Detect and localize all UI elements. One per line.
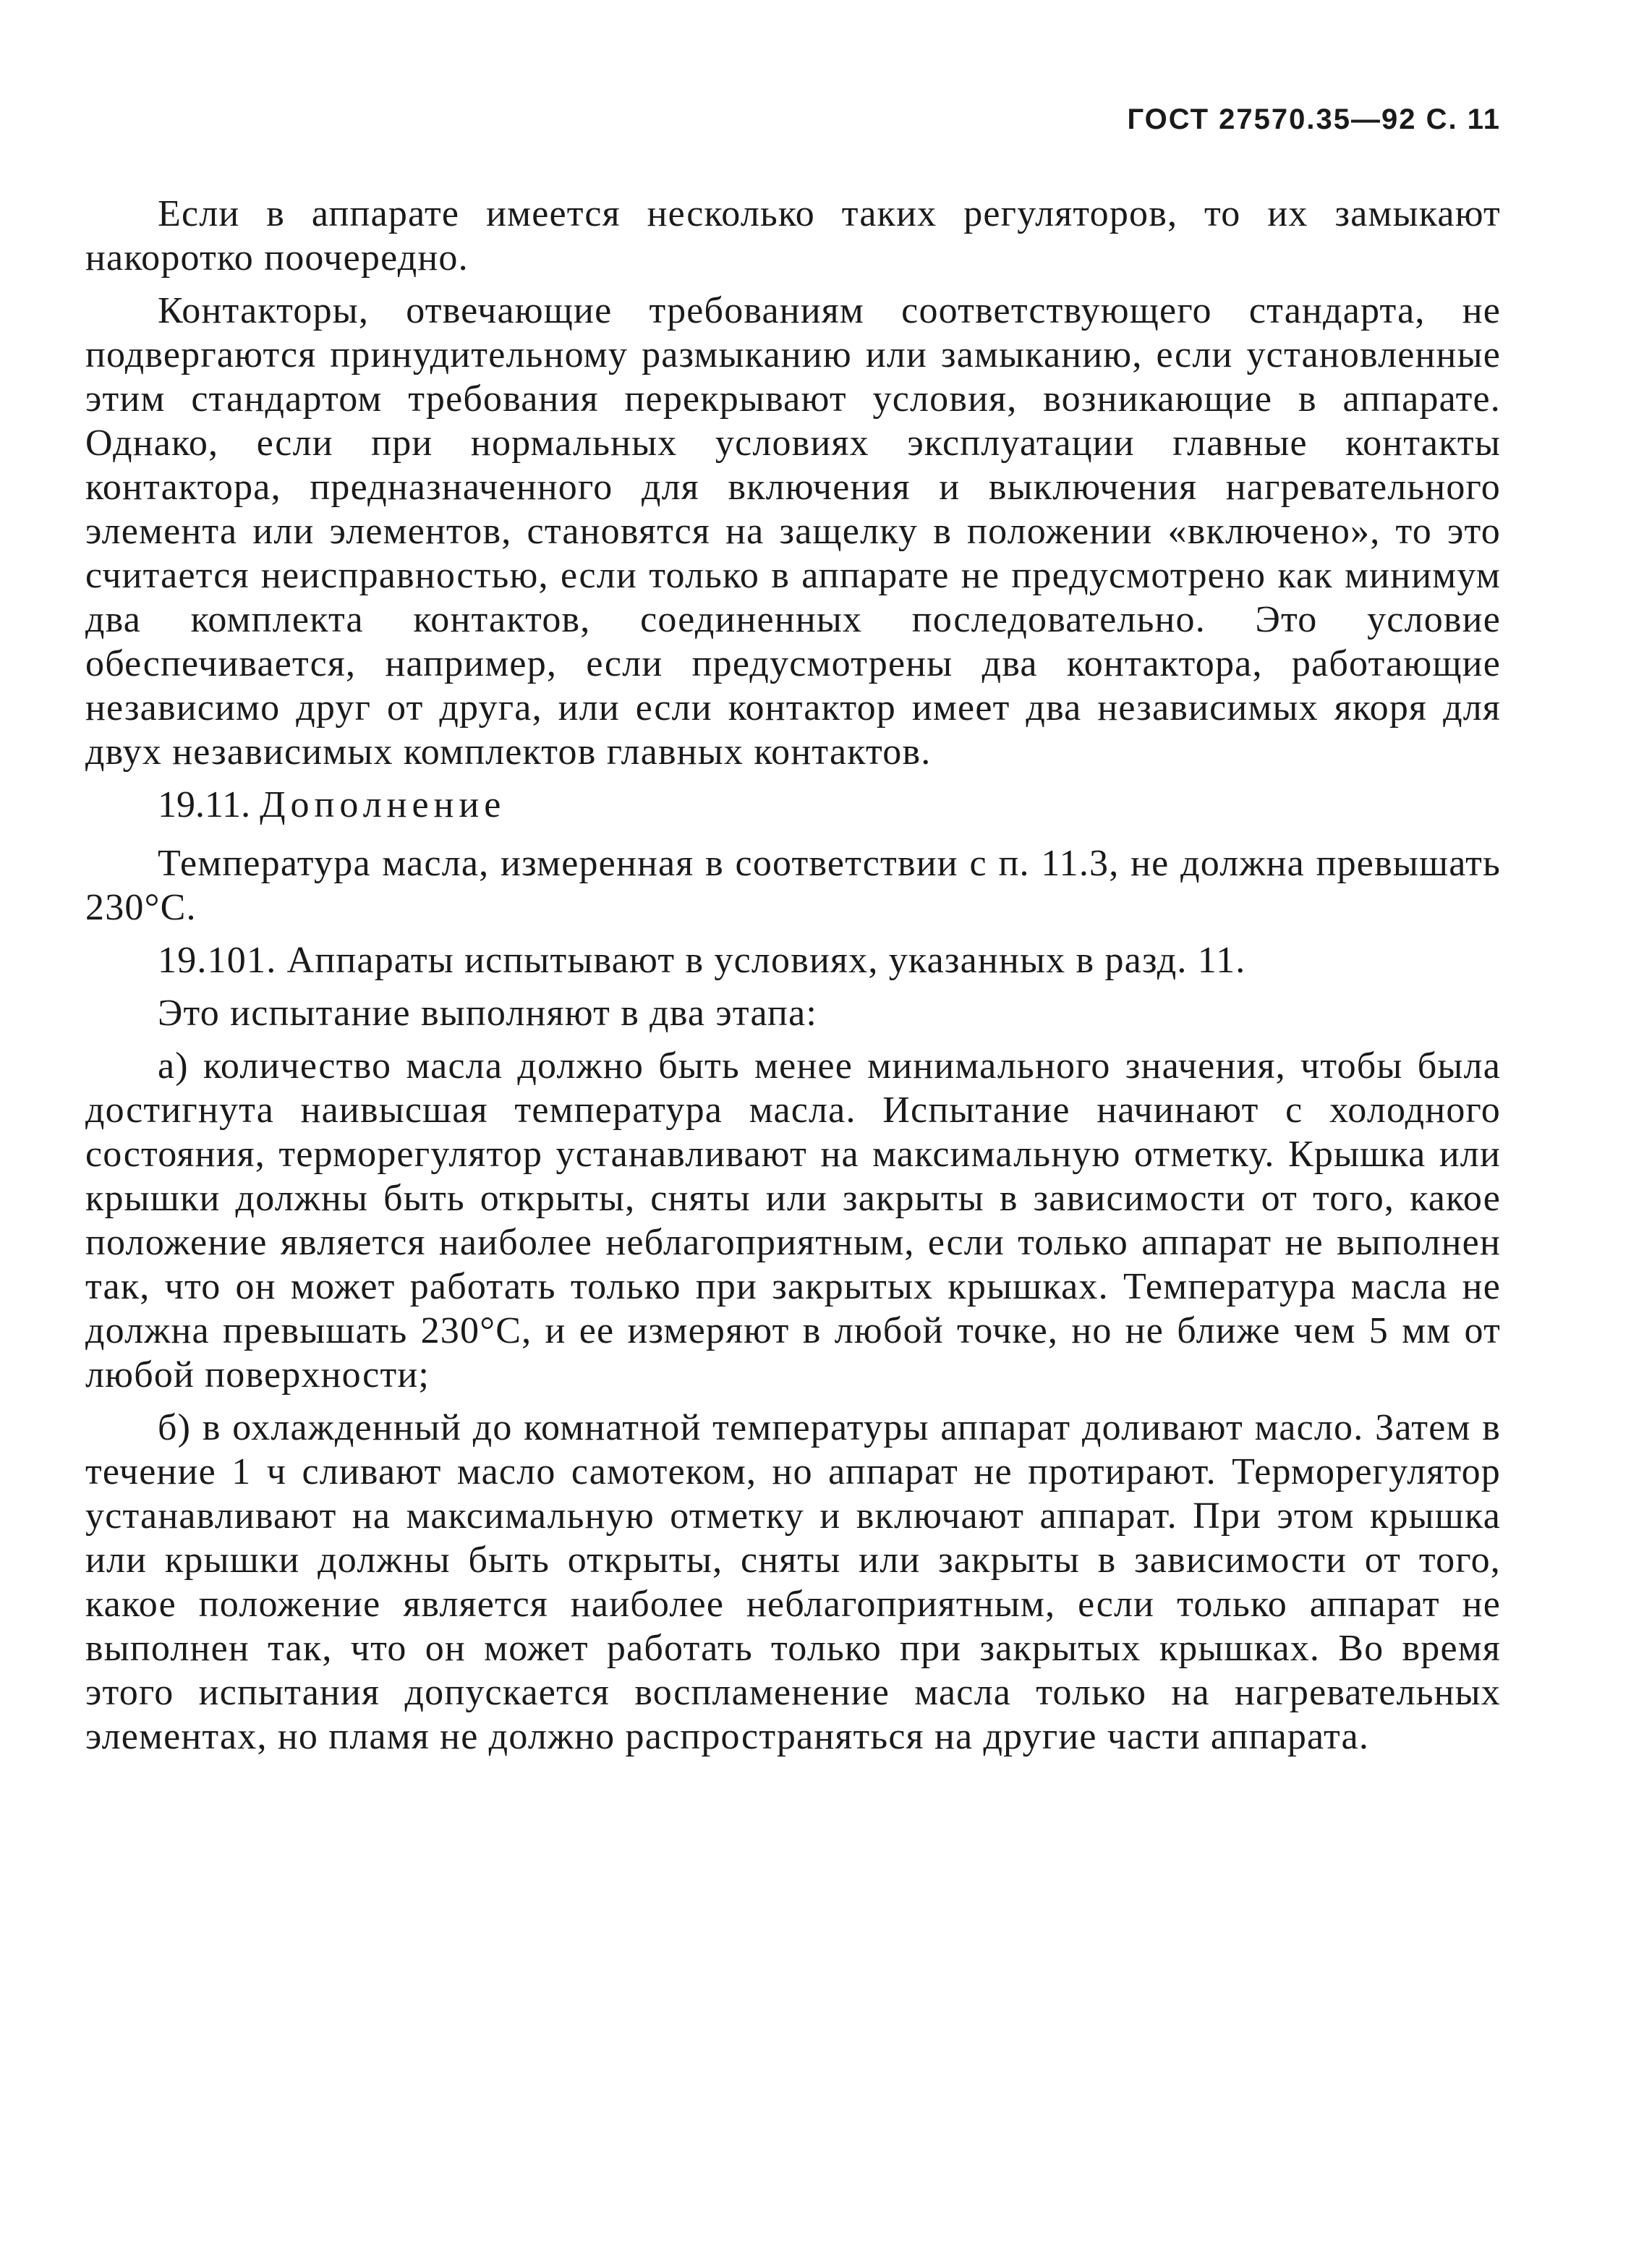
section-number: 19.11. xyxy=(158,784,251,825)
paragraph-19-101: 19.101. Аппараты испытывают в условиях, указанных в разд. 11. xyxy=(158,940,1246,981)
paragraph-contactors: Контакторы, отвечающие требованиям соответствующего стандарта, не подвергаются принудительному размыканию или замыканию, если установленные этим стандартом требования перекрывают условия, возникающие в аппарате. Однако, если при нормальных условиях эксплуатации главные контакты контактора, предназначенного для включения и выключения нагревательного элемента или элементов, становятся на защелку в положении «включено», то это считается неисправностью, если только в аппарате не предусмотрено как минимум два комплекта контактов, соединенных последовательно. Это условие обеспечивается, например, если предусмотрены два контактора, работающие независимо друг от друга, или если контактор имеет два независимых якоря для двух независимых комплектов главных контактов. xyxy=(85,290,1501,773)
paragraph-stage-a: а) количество масла должно быть менее минимального значения, чтобы была достигнута наивысшая температура масла. Испытание начинают с холодного состояния, терморегулятор устанавливают на максимальную отметку. Крышка или крышки должны быть открыты, сняты или закрыты в зависимости от того, какое положение является наиболее неблагоприятным, если только аппарат не выполнен так, что он может работать только при закрытых крышках. Температура масла не должна превышать 230°С, и ее измеряют в любой точке, но не ближе чем 5 мм от любой поверхности; xyxy=(85,1045,1501,1396)
section-title: Дополнение xyxy=(260,784,506,825)
paragraph-regulators: Если в аппарате имеется несколько таких регуляторов, то их замыкают накоротко поочередно. xyxy=(85,193,1501,279)
paragraph-oil-temperature: Температура масла, измеренная в соответствии с п. 11.3, не должна превышать 230°С. xyxy=(85,843,1501,928)
section-heading xyxy=(85,783,1501,827)
paragraph-stage-b: б) в охлажденный до комнатной температуры аппарат доливают масло. Затем в течение 1 ч сливают масло самотеком, но аппарат не протирают. Терморегулятор устанавливают на максимальную отметку и включают аппарат. При этом крышка или крышки должны быть открыты, сняты или закрыты в зависимости от того, какое положение является наиболее неблагоприятным, если только аппарат не выполнен так, что он может работать только при закрытых крышках. Во время этого испытания допускается воспламенение масла только на нагревательных элементах, но пламя не должно распространяться на другие части аппарата. xyxy=(85,1407,1501,1757)
paragraph-two-stages: Это испытание выполняют в два этапа: xyxy=(158,993,818,1034)
page-header: ГОСТ 27570.35—92 С. 11 xyxy=(1127,103,1501,135)
